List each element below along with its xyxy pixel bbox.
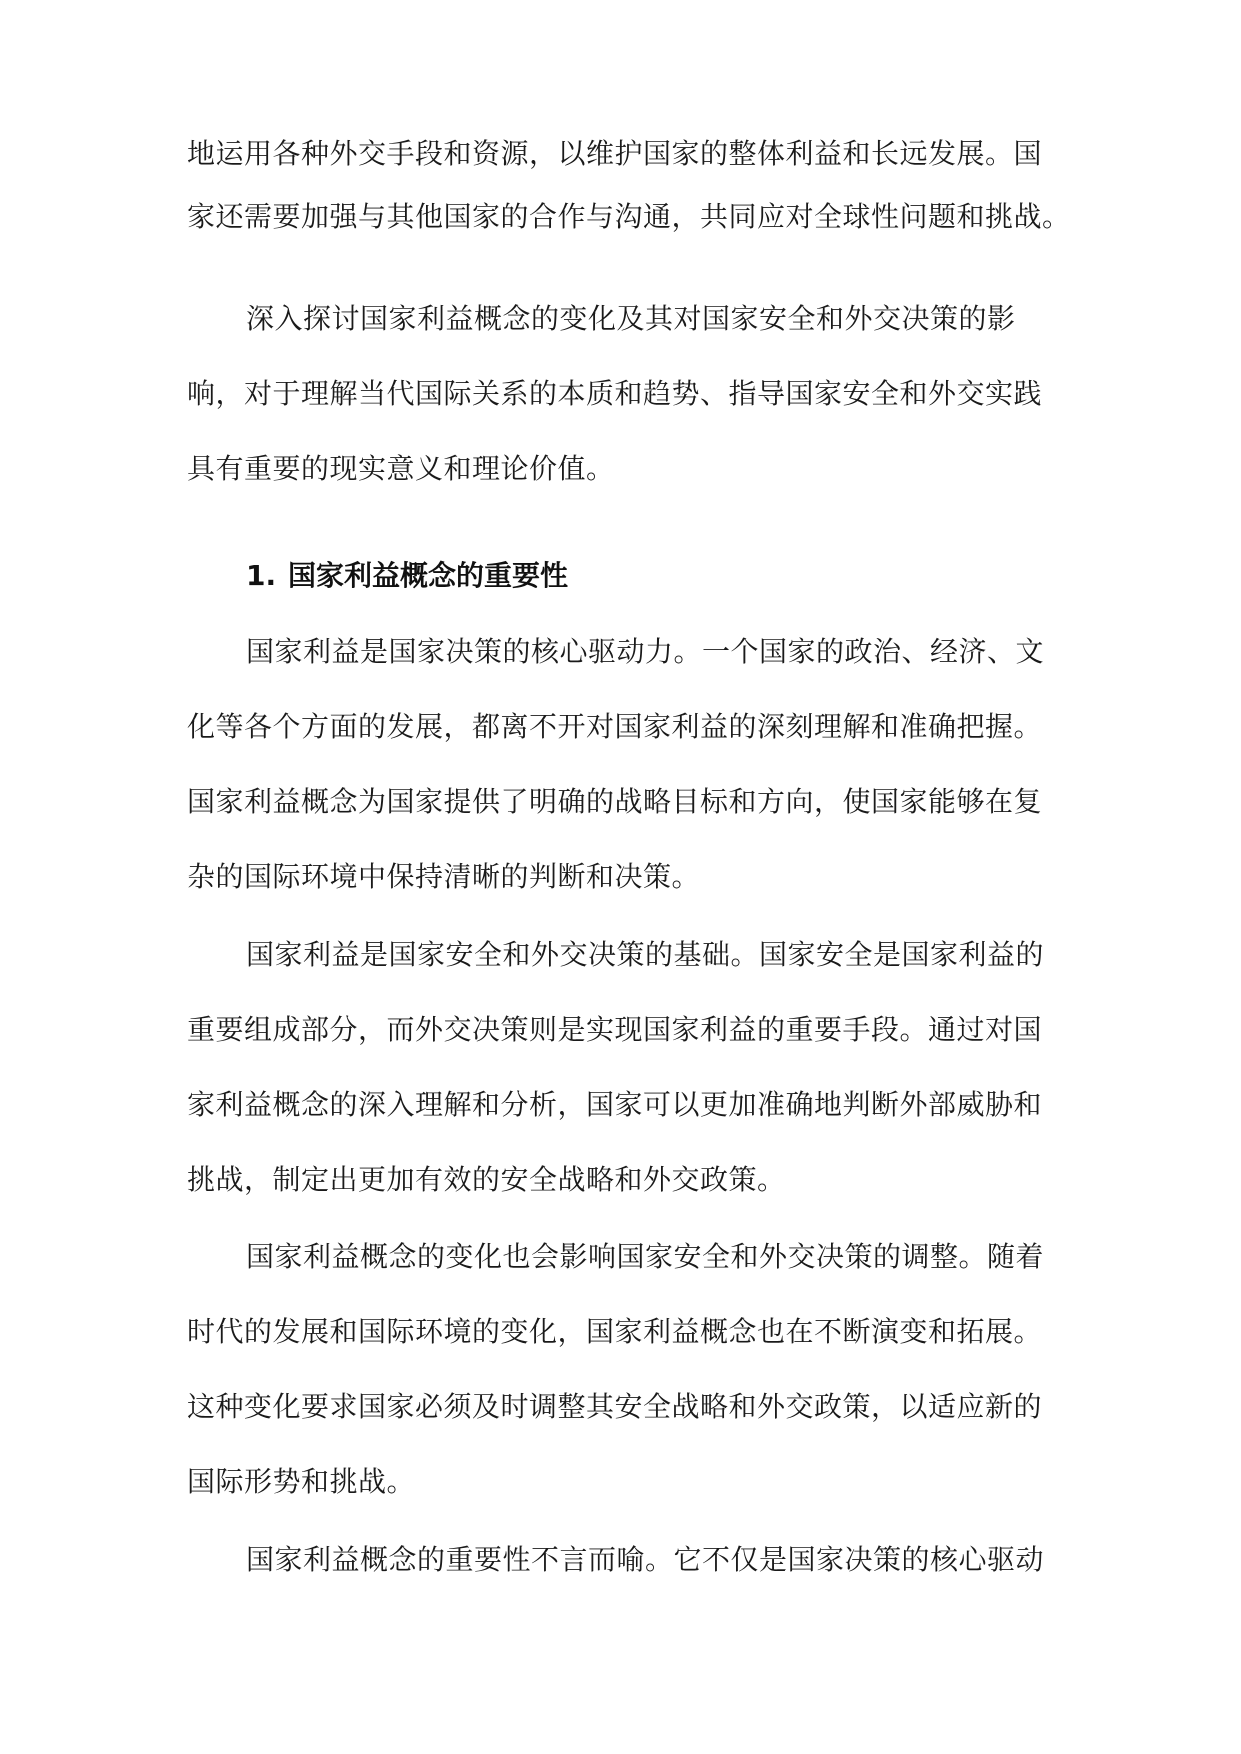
paragraph-first-line: 深入探讨国家利益概念的变化及其对国家安全和外交决策的影 (246, 302, 1016, 335)
text-line: 化等各个方面的发展，都离不开对国家利益的深刻理解和准确把握。 (187, 710, 1043, 743)
section-heading (246, 559, 568, 593)
text-line: 家还需要加强与其他国家的合作与沟通，共同应对全球性问题和挑战。 (187, 200, 1071, 233)
text-line: 挑战，制定出更加有效的安全战略和外交政策。 (187, 1163, 786, 1196)
text-line: 国际形势和挑战。 (187, 1465, 416, 1498)
text-line: 地运用各种外交手段和资源，以维护国家的整体利益和长远发展。国 (187, 137, 1043, 170)
text-line: 杂的国际环境中保持清晰的判断和决策。 (187, 860, 701, 893)
text-line: 国家利益概念为国家提供了明确的战略目标和方向，使国家能够在复 (187, 785, 1043, 818)
text-line: 时代的发展和国际环境的变化，国家利益概念也在不断演变和拓展。 (187, 1315, 1043, 1348)
text-line: 具有重要的现实意义和理论价值。 (187, 452, 615, 485)
paragraph-first-line: 国家利益概念的变化也会影响国家安全和外交决策的调整。随着 (246, 1240, 1045, 1273)
text-line: 这种变化要求国家必须及时调整其安全战略和外交政策，以适应新的 (187, 1390, 1043, 1423)
text-line: 重要组成部分，而外交决策则是实现国家利益的重要手段。通过对国 (187, 1013, 1043, 1046)
section-title: 国家利益概念的重要性 (288, 559, 569, 592)
section-number: 1. (246, 559, 277, 592)
paragraph-first-line: 国家利益是国家决策的核心驱动力。一个国家的政治、经济、文 (246, 635, 1045, 668)
paragraph-first-line: 国家利益概念的重要性不言而喻。它不仅是国家决策的核心驱动 (246, 1543, 1045, 1576)
paragraph-first-line: 国家利益是国家安全和外交决策的基础。国家安全是国家利益的 (246, 938, 1045, 971)
text-line: 家利益概念的深入理解和分析，国家可以更加准确地判断外部威胁和 (187, 1088, 1043, 1121)
text-line: 响，对于理解当代国际关系的本质和趋势、指导国家安全和外交实践 (187, 377, 1043, 410)
